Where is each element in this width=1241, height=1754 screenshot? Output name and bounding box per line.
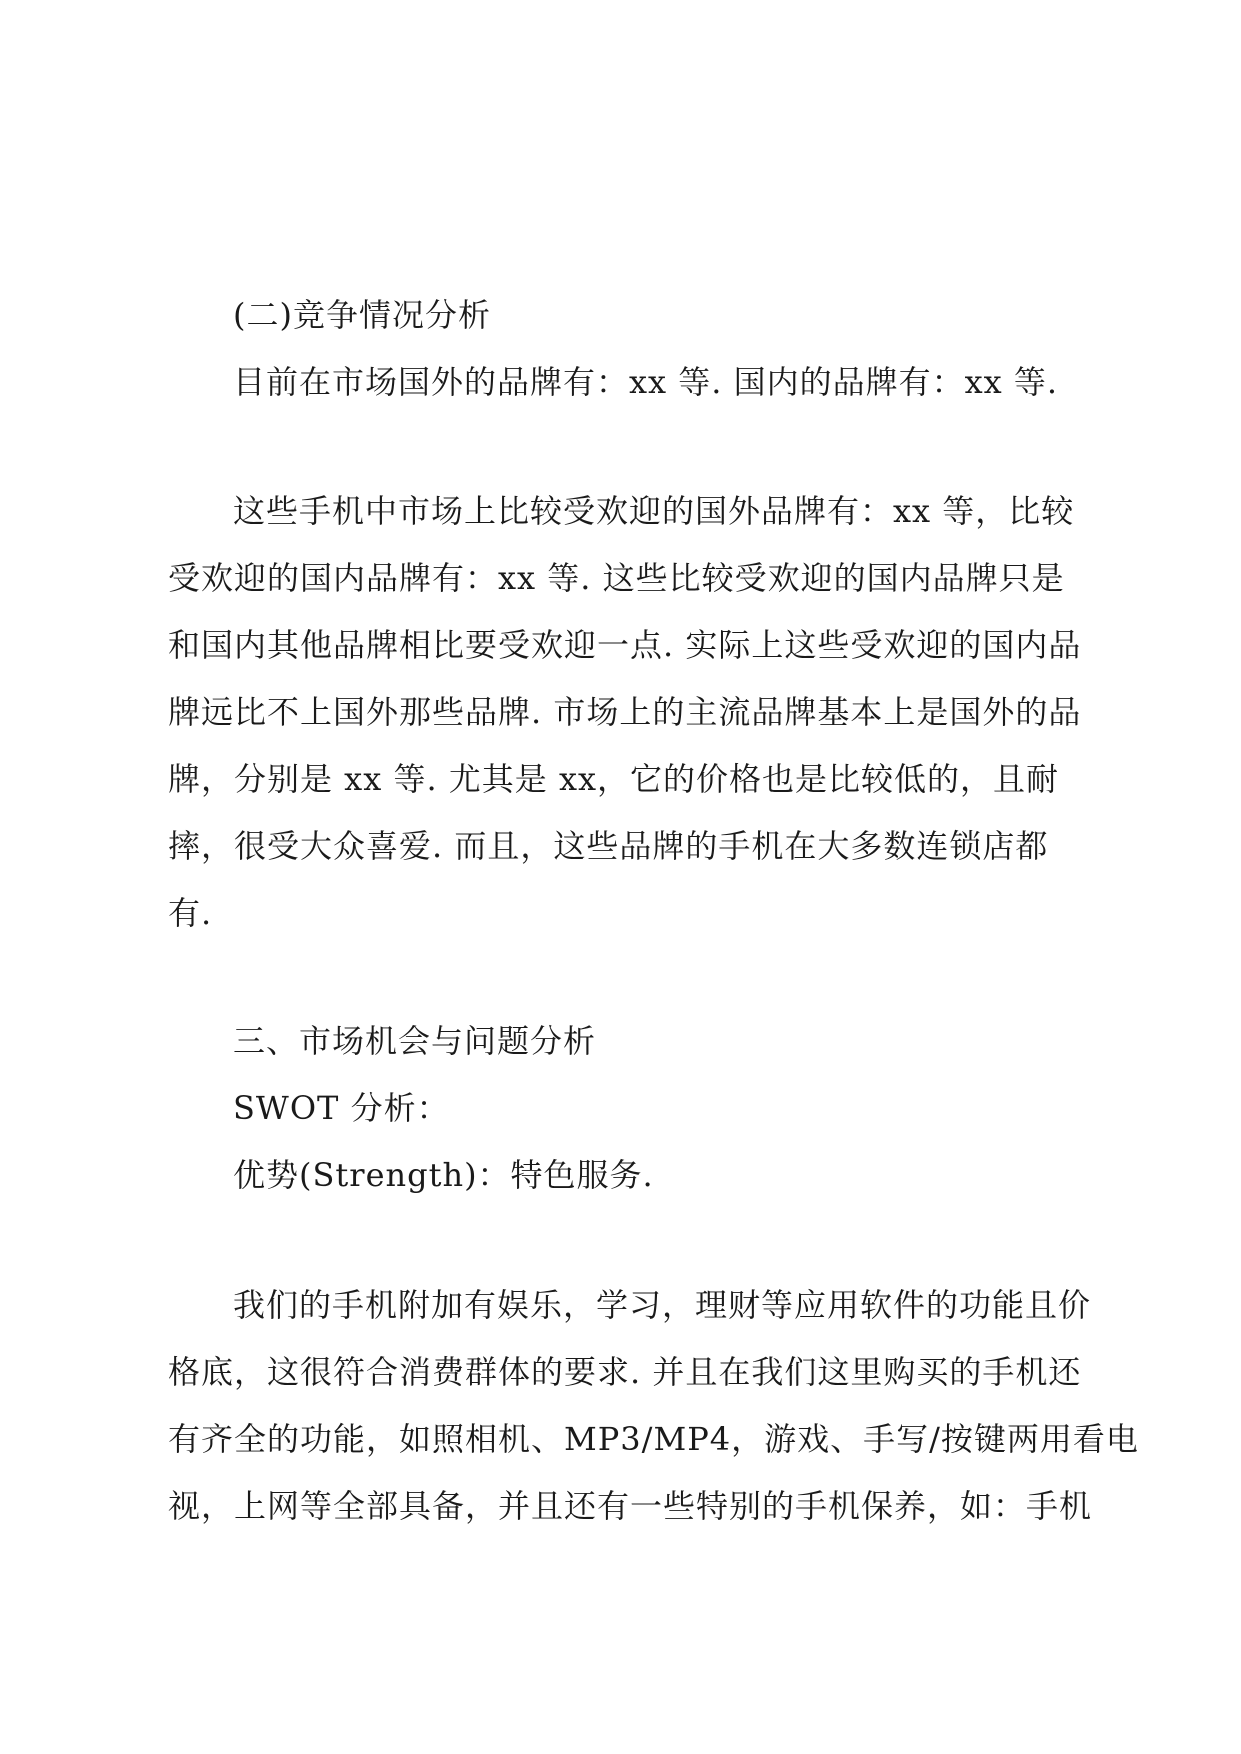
- paragraph-line: 有.: [168, 894, 213, 932]
- paragraph-line: 视，上网等全部具备，并且还有一些特别的手机保养，如：手机: [168, 1487, 1093, 1525]
- paragraph-line: 受欢迎的国内品牌有：xx 等. 这些比较受欢迎的国内品牌只是: [168, 559, 1065, 597]
- paragraph-line: 牌远比不上国外那些品牌. 市场上的主流品牌基本上是国外的品: [168, 693, 1082, 731]
- paragraph-line: 牌，分别是 xx 等. 尤其是 xx，它的价格也是比较低的，且耐: [168, 760, 1060, 798]
- paragraph-line: 和国内其他品牌相比要受欢迎一点. 实际上这些受欢迎的国内品: [168, 626, 1082, 664]
- section-heading-competition: (二)竞争情况分析: [233, 296, 491, 334]
- paragraph-line: 格底，这很符合消费群体的要求. 并且在我们这里购买的手机还: [168, 1353, 1082, 1391]
- swot-label: SWOT 分析：: [233, 1089, 450, 1127]
- strength-line: 优势(Strength)：特色服务.: [233, 1156, 654, 1194]
- paragraph-line: 摔，很受大众喜爱. 而且，这些品牌的手机在大多数连锁店都: [168, 827, 1049, 865]
- paragraph-line: 有齐全的功能，如照相机、MP3/MP4，游戏、手写/按键两用看电: [168, 1420, 1139, 1458]
- paragraph-line: 我们的手机附加有娱乐，学习，理财等应用软件的功能且价: [233, 1286, 1092, 1324]
- brands-summary-line: 目前在市场国外的品牌有：xx 等. 国内的品牌有：xx 等.: [233, 363, 1059, 401]
- section-heading-market-opportunity: 三、市场机会与问题分析: [233, 1022, 597, 1060]
- paragraph-line: 这些手机中市场上比较受欢迎的国外品牌有：xx 等，比较: [233, 492, 1075, 530]
